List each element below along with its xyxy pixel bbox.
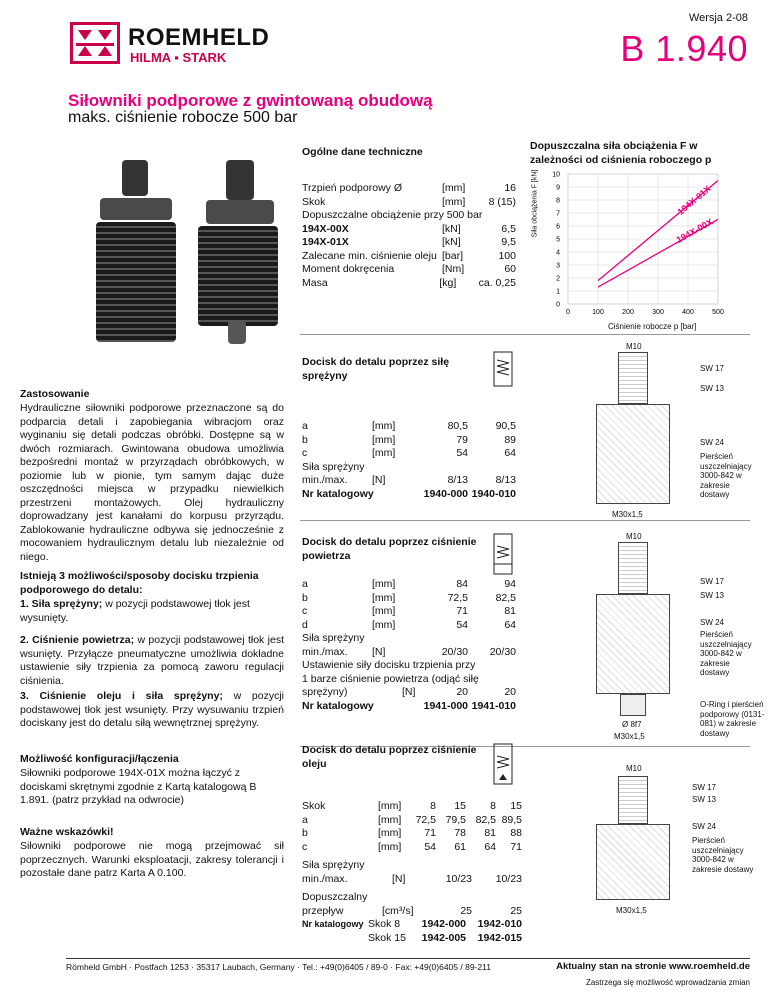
version-label: Wersja 2-08 [688,12,748,24]
s1-table: a [mm] 80,5 90,5 b [mm] 79 89 c [mm] 54 64 Siła sprężyny min./max. [N] 8/13 8/13 Nr katalogowy 1940-000 1940-010 [302,420,516,500]
chart-xtick: 200 [622,309,634,316]
general-table [302,182,516,290]
chart-xtick: 0 [566,309,570,316]
page-title: Siłowniki podporowe z gwintowaną obudową [68,91,433,110]
chart-series-label: 194X-01X [675,183,713,217]
page-subtitle: maks. ciśnienie robocze 500 bar [68,109,298,126]
config-heading: Możliwość konfiguracji/łączenia [20,753,179,765]
s3-table: Skok [mm] 8 15 8 15 a [mm] 72,5 79,5 82,5 89,5 b [mm] 71 78 81 88 c [mm] 54 61 64 71 Siła sprężyny min./max. [N] 10/23 10/23 Dopuszczalny przepływ [cm³/s] 25 25 Nr katalogowy Skok 8 1942-000 1942-010 Skok 15 1942-005 1942-015 [302,800,522,944]
spring-symbol-icon [488,350,518,390]
mode-2: 2. Ciśnienie powietrza; w pozycji podstawowej tłok jest wsunięty. Przyłącze pneumatyczne umożliwia dokładne ustawienie siły trzpienia za pomocą zaworu regulacji ciśnienia. [20,634,284,687]
usage-text: Hydrauliczne siłowniki podporowe przeznaczone są do podparcia detali i zapobiegania wibracjom oraz wyginaniu się detali podczas obróbki. Dostępne są w dwóch rozmiarach. Gwintowana obudowa umożliwia bezpośredni montaż w przyrządach obróbkowych, w poziomie lub w pionie, tym samym dając duże oszczędności miejsca w przypadku niewielkich przestrzeni montażowych. Olej hydrauliczny doprowadzany jest kanałami do korpusu przyrządu. Zablokowanie hydrauliczne odbywa się jednocześnie z mocowaniem hydraulicznym detalu lub niezależnie od niego. [20,402,284,563]
usage-heading: Zastosowanie [20,388,90,400]
chart-xtick: 400 [682,309,694,316]
table-row: Skok [mm] 8 (15) [302,195,516,208]
notes-heading: Ważne wskazówki! [20,826,114,838]
chart-ytick: 0 [556,301,560,309]
chart-ytick: 2 [556,275,560,283]
footer-web: Aktualny stan na stronie www.roemheld.de [556,961,750,972]
load-pressure-chart [540,168,730,322]
chart-xlabel: Ciśnienie robocze p [bar] [608,322,697,331]
chart-xtick: 500 [712,309,724,316]
chart-xtick: 100 [592,309,604,316]
footer-rule [66,958,750,959]
table-row: Masa [kg] ca. 0,25 [302,276,516,289]
air-symbol-icon [488,532,518,580]
footer-address: Römheld GmbH · Postfach 1253 · 35317 Laubach, Germany · Tel.: +49(0)6405 / 89-0 · Fax: +49(0)6405 / 89-211 [66,962,491,972]
chart-ytick: 4 [556,249,560,257]
general-heading: Ogólne dane techniczne [302,146,423,158]
chart-ytick: 8 [556,197,560,205]
logo-mark-icon [70,22,120,64]
oil-symbol-icon [488,742,518,790]
notes-text: Siłowniki podporowe nie mogą przejmować sił poprzecznych. Warunki eksploatacji, zakresy tolerancji i pozostałe dane patrz Karta A 0.100. [20,840,284,879]
document-code: B 1.940 [620,28,748,69]
table-row: 194X-01X [kN] 9,5 [302,236,516,248]
s2-heading: Docisk do detalu poprzez ciśnienie powietrza [302,536,477,562]
modes-heading: Istnieją 3 możliwości/sposoby docisku trzpienia podporowego do detalu: [20,570,259,596]
chart-title: Dopuszczalna siła obciążenia F w zależności od ciśnienia roboczego p [530,140,712,166]
chart-ytick: 6 [556,223,560,231]
chart-ytick: 7 [556,210,560,218]
chart-ytick: 10 [552,171,560,179]
table-row: Dopuszczalne obciążenie przy 500 bar [302,209,483,221]
s2-table: a [mm] 84 94 b [mm] 72,5 82,5 c [mm] 71 81 d [mm] 54 64 Siła sprężyny min./max. [N] 20/30 20/30 Ustawienie siły docisku trzpienia przy 1 barze ciśnienie powietrza (odjąć siłę sprężyny) [N] 20 20 Nr katalogowy 1941-000 1941-010 [302,578,516,712]
chart-ylabel: Siła obciążenia F [kN] [531,169,539,238]
chart-series-label: 194X-00X [674,216,715,245]
chart-ytick: 9 [556,184,560,192]
table-row: 194X-00X [kN] 6,5 [302,222,516,235]
config-text: Siłowniki podporowe 194X-01X można łączyć z dociskami skrętnymi zgodnie z Kartą katalogową B 1.891. (patrz przykład na odwrocie) [20,767,257,806]
chart-ytick: 3 [556,262,560,270]
table-row: Trzpień podporowy Ø [mm] 16 [302,182,516,194]
table-row: Moment dokręcenia [Nm] 60 [302,263,516,275]
mode-1: 1. Siła sprężyny; w pozycji podstawowej tłok jest wysunięty. [20,598,250,624]
table-row: Zalecane min. ciśnienie oleju [bar] 100 [302,249,516,262]
footer-note: Zastrzega się możliwość wprowadzania zmian [585,978,750,987]
chart-ytick: 5 [556,236,560,244]
chart-ytick: 1 [556,288,560,296]
brand-name: ROEMHELD [128,24,270,51]
mode-3: 3. Ciśnienie oleju i siła sprężyny; w pozycji podstawowej tłok jest wsunięty. Przy wysuwaniu trzpień dociskany jest do detalu siłą wewnętrznej sprężyny. [20,690,284,729]
s1-heading: Docisk do detalu poprzez siłę sprężyny [302,356,450,382]
s3-heading: Docisk do detalu poprzez ciśnienie oleju [302,744,477,770]
chart-xtick: 300 [652,309,664,316]
brand-sub: HILMA ▪ STARK [130,50,227,65]
